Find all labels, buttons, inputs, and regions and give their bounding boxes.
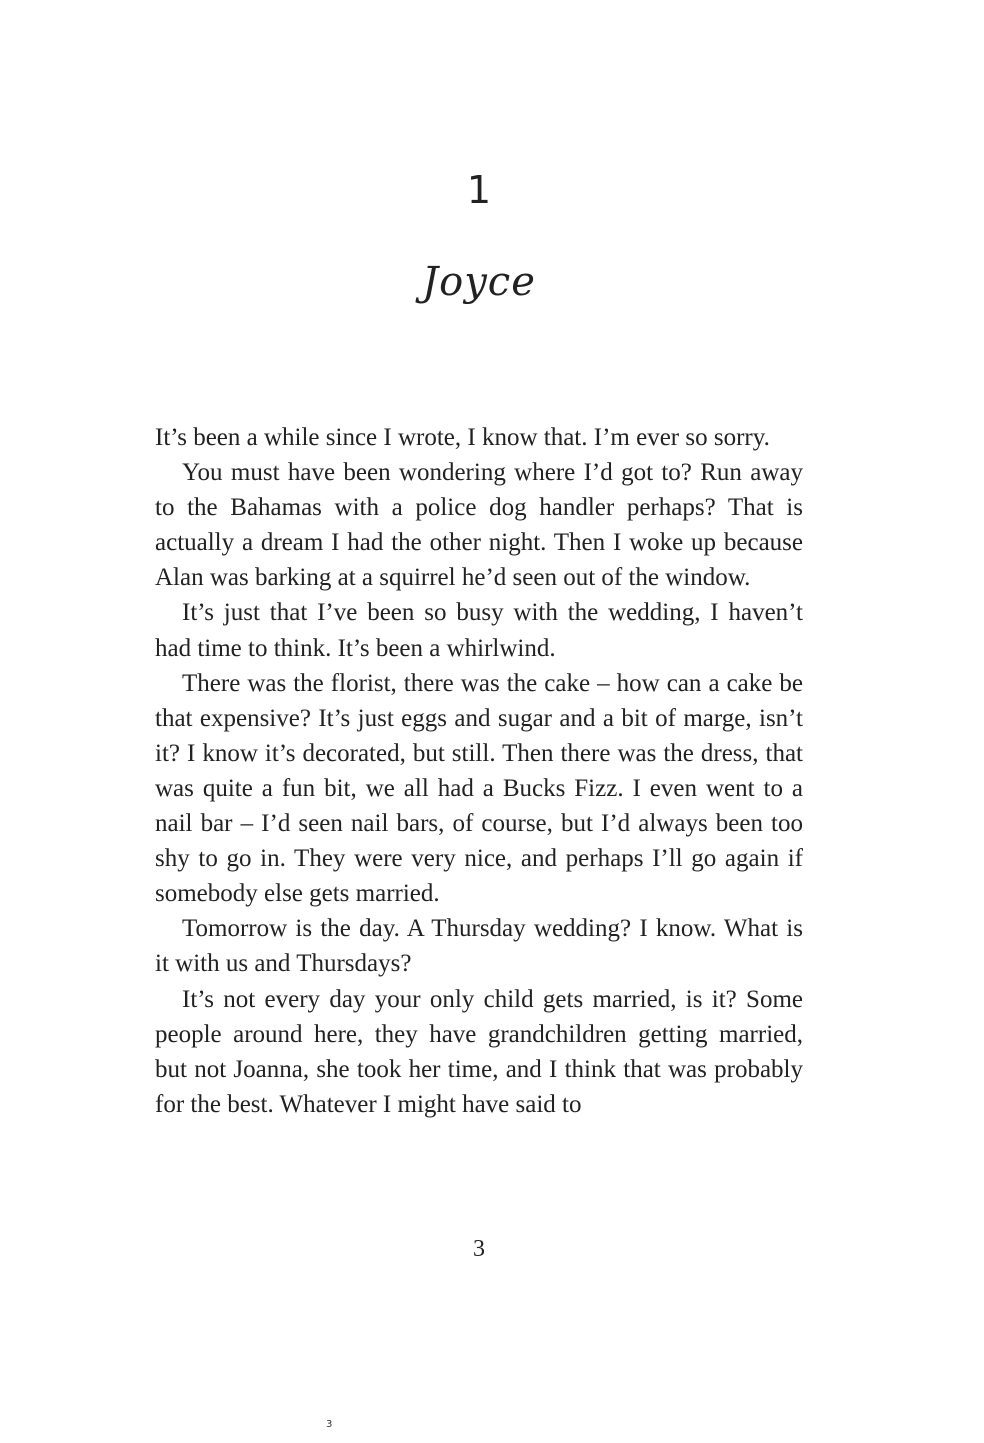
chapter-title: Joyce (422, 259, 536, 305)
paragraph: You must have been wondering where I’d got to? Run away to the Bahamas with a police dog handler perhaps? That is actually a dream I had the other night. Then I woke up because Alan was barking at a squirrel he’d seen out of the window. (155, 459, 803, 592)
paragraph: It’s just that I’ve been so busy with the wedding, I haven’t had time to think. It’s been a whirlwind. (155, 599, 803, 662)
chapter-number: 1 (466, 168, 492, 212)
paragraph: It’s been a while since I wrote, I know that. I’m ever so sorry. (155, 424, 770, 451)
page-number: 3 (473, 1236, 485, 1262)
paragraph: It’s not every day your only child gets married, is it? Some people around here, they have grandchildren getting married, but not Joanna, she took her time, and I think that was probably for the best. Whatever I might have said to (155, 985, 803, 1118)
paragraph: There was the florist, there was the cake – how can a cake be that expensive? It’s just eggs and sugar and a bit of marge, isn’t it? I know it’s decorated, but still. Then there was the dress, that was quite a fun bit, we all had a Bucks Fizz. I even went to a nail bar – I’d seen nail bars, of course, but I’d always been too shy to go in. They were very nice, and perhaps I’ll go again if somebody else gets married. (155, 669, 803, 908)
paragraph: Tomorrow is the day. A Thursday wedding? I know. What is it with us and Thursdays? (155, 915, 803, 978)
body-text (155, 420, 803, 1122)
footer-page-marker: 3 (326, 1419, 333, 1430)
